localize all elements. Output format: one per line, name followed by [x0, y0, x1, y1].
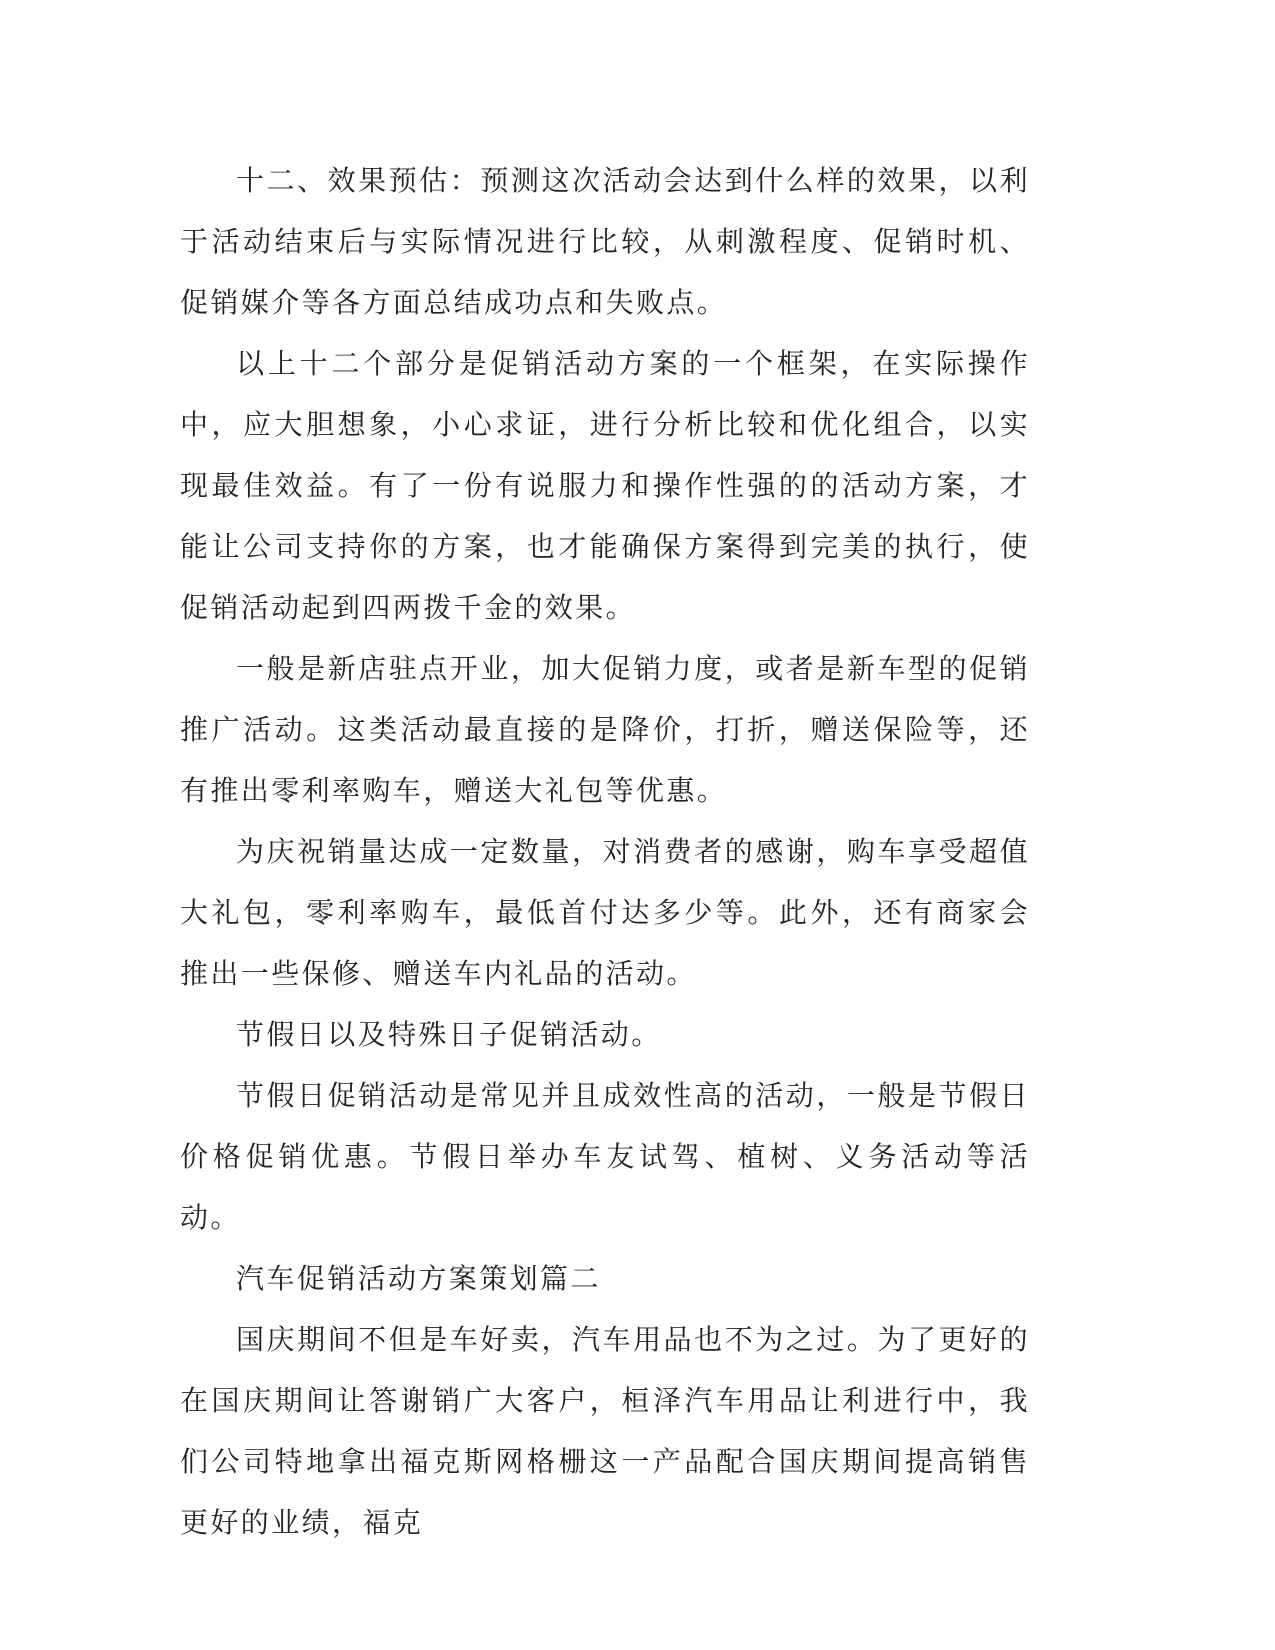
paragraph-holiday-promotion: 节假日促销活动是常见并且成效性高的活动，一般是节假日价格促销优惠。节假日举办车友试驾、植树、义务活动等活动。	[180, 1079, 1030, 1234]
paragraph-national-day: 国庆期间不但是车好卖，汽车用品也不为之过。为了更好的在国庆期间让答谢销广大客户，桓泽汽车用品让利进行中，我们公司特地拿出福克斯网格栅这一产品配合国庆期间提高销售更好的业绩，福克	[180, 1323, 1030, 1539]
section-title-plan-two: 汽车促销活动方案策划篇二	[236, 1262, 601, 1295]
paragraph-effect-estimate: 十二、效果预估：预测这次活动会达到什么样的效果，以利于活动结束后与实际情况进行比较，从刺激程度、促销时机、促销媒介等各方面总结成功点和失败点。	[180, 164, 1030, 319]
document-page	[180, 150, 1030, 1553]
paragraph-framework-summary: 以上十二个部分是促销活动方案的一个框架，在实际操作中，应大胆想象，小心求证，进行分析比较和优化组合，以实现最佳效益。有了一份有说服力和操作性强的的活动方案，才能让公司支持你的方案，也才能确保方案得到完美的执行，使促销活动起到四两拨千金的效果。	[180, 347, 1030, 624]
paragraph-sales-celebration: 为庆祝销量达成一定数量，对消费者的感谢，购车享受超值大礼包，零利率购车，最低首付达多少等。此外，还有商家会推出一些保修、赠送车内礼品的活动。	[180, 835, 1030, 990]
paragraph-new-store-promotion: 一般是新店驻点开业，加大促销力度，或者是新车型的促销推广活动。这类活动最直接的是降价，打折，赠送保险等，还有推出零利率购车，赠送大礼包等优惠。	[180, 652, 1030, 807]
paragraph-holiday-heading: 节假日以及特殊日子促销活动。	[236, 1018, 662, 1051]
